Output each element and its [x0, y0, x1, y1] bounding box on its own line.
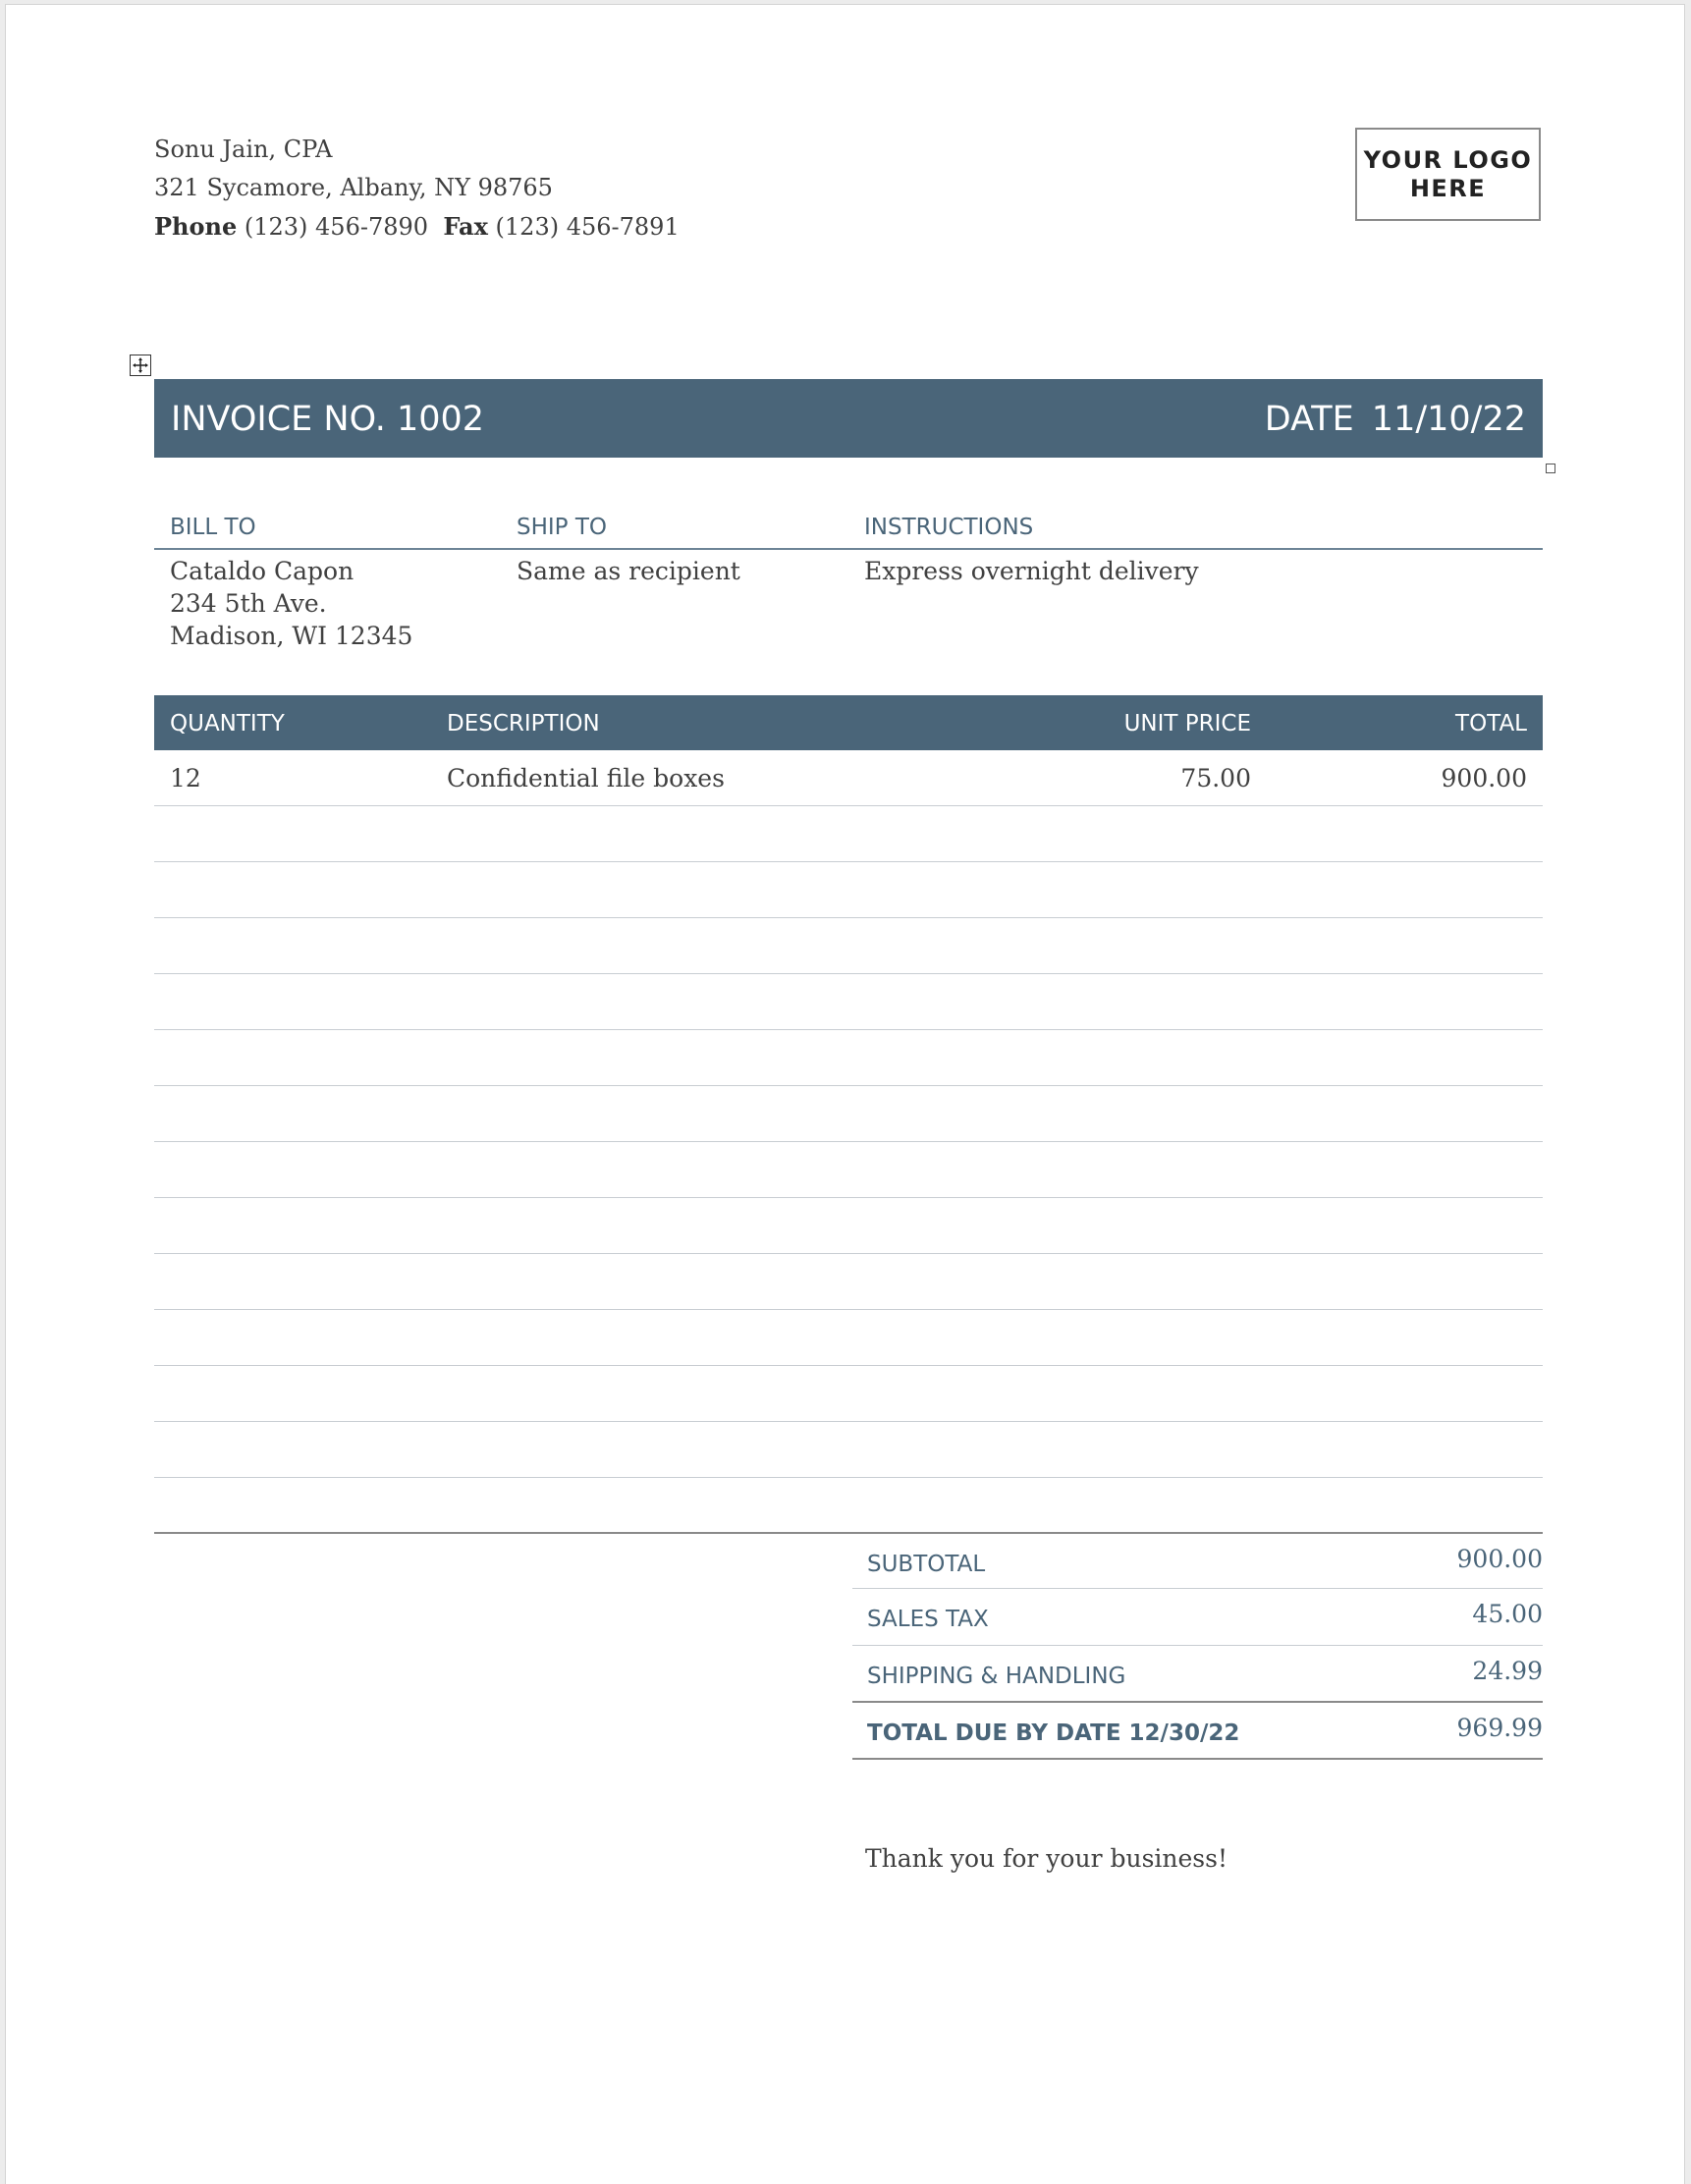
- col-total: TOTAL: [1455, 711, 1527, 737]
- table-move-handle-icon[interactable]: [130, 355, 151, 376]
- table-row: [154, 1478, 1543, 1534]
- fax-label: Fax: [443, 212, 488, 241]
- info-header: [154, 515, 1543, 550]
- bill-to-line: Cataldo Capon: [170, 557, 355, 585]
- sales-tax-value: 45.00: [1472, 1600, 1543, 1628]
- table-row: [154, 1142, 1543, 1198]
- table-resize-handle[interactable]: [1546, 464, 1555, 473]
- table-row: [154, 1366, 1543, 1422]
- col-description: DESCRIPTION: [447, 711, 600, 737]
- table-row: [154, 974, 1543, 1030]
- instructions-value: Express overnight delivery: [864, 557, 1199, 585]
- bill-to-line: Madison, WI 12345: [170, 622, 413, 650]
- total-due-row: [852, 1703, 1543, 1760]
- col-unit-price: UNIT PRICE: [1123, 711, 1251, 737]
- ship-to-label: SHIP TO: [517, 515, 608, 540]
- sender-contact: [154, 207, 680, 246]
- row-unit-price: 75.00: [1180, 764, 1251, 792]
- subtotal-row: [852, 1532, 1543, 1589]
- total-due-label: TOTAL DUE BY DATE 12/30/22: [867, 1720, 1240, 1746]
- bill-to-address: [170, 555, 412, 652]
- col-quantity: QUANTITY: [170, 711, 285, 737]
- table-row: [154, 1030, 1543, 1086]
- subtotal-value: 900.00: [1456, 1545, 1543, 1573]
- table-row: [154, 918, 1543, 974]
- table-row: [154, 1310, 1543, 1366]
- logo-line-2: HERE: [1409, 174, 1487, 202]
- bill-to-line: 234 5th Ave.: [170, 589, 327, 618]
- phone-label: Phone: [154, 212, 238, 241]
- instructions-label: INSTRUCTIONS: [864, 515, 1034, 540]
- invoice-banner: [154, 379, 1543, 458]
- bill-to-label: BILL TO: [170, 515, 256, 540]
- invoice-date: [1265, 400, 1526, 439]
- invoice-number: INVOICE NO. 1002: [171, 400, 485, 439]
- thank-you-note: Thank you for your business!: [865, 1844, 1228, 1873]
- logo-placeholder[interactable]: [1355, 128, 1541, 221]
- fax-number: (123) 456-7891: [495, 213, 680, 241]
- date-label: DATE: [1264, 400, 1354, 439]
- table-row: [154, 750, 1543, 806]
- sales-tax-row: [852, 1589, 1543, 1646]
- row-total: 900.00: [1441, 764, 1527, 792]
- sender-address: 321 Sycamore, Albany, NY 98765: [154, 174, 553, 201]
- document-page: [5, 4, 1685, 2184]
- table-row: [154, 1198, 1543, 1254]
- shipping-label: SHIPPING & HANDLING: [867, 1664, 1126, 1689]
- row-description: Confidential file boxes: [447, 764, 725, 792]
- phone-number: (123) 456-7890: [244, 213, 429, 241]
- table-row: [154, 1086, 1543, 1142]
- total-due-value: 969.99: [1456, 1714, 1543, 1742]
- sales-tax-label: SALES TAX: [867, 1607, 989, 1632]
- subtotal-label: SUBTOTAL: [867, 1552, 986, 1577]
- table-row: [154, 1422, 1543, 1478]
- table-row: [154, 862, 1543, 918]
- items-table-header: [154, 695, 1543, 750]
- logo-line-1: YOUR LOGO: [1363, 145, 1533, 174]
- ship-to-value: Same as recipient: [517, 557, 740, 585]
- row-quantity: 12: [170, 764, 201, 792]
- shipping-row: [852, 1646, 1543, 1703]
- table-row: [154, 806, 1543, 862]
- shipping-value: 24.99: [1472, 1657, 1543, 1685]
- date-value: 11/10/22: [1371, 400, 1526, 439]
- sender-block: [154, 131, 680, 246]
- table-row: [154, 1254, 1543, 1310]
- sender-name: Sonu Jain, CPA: [154, 136, 333, 163]
